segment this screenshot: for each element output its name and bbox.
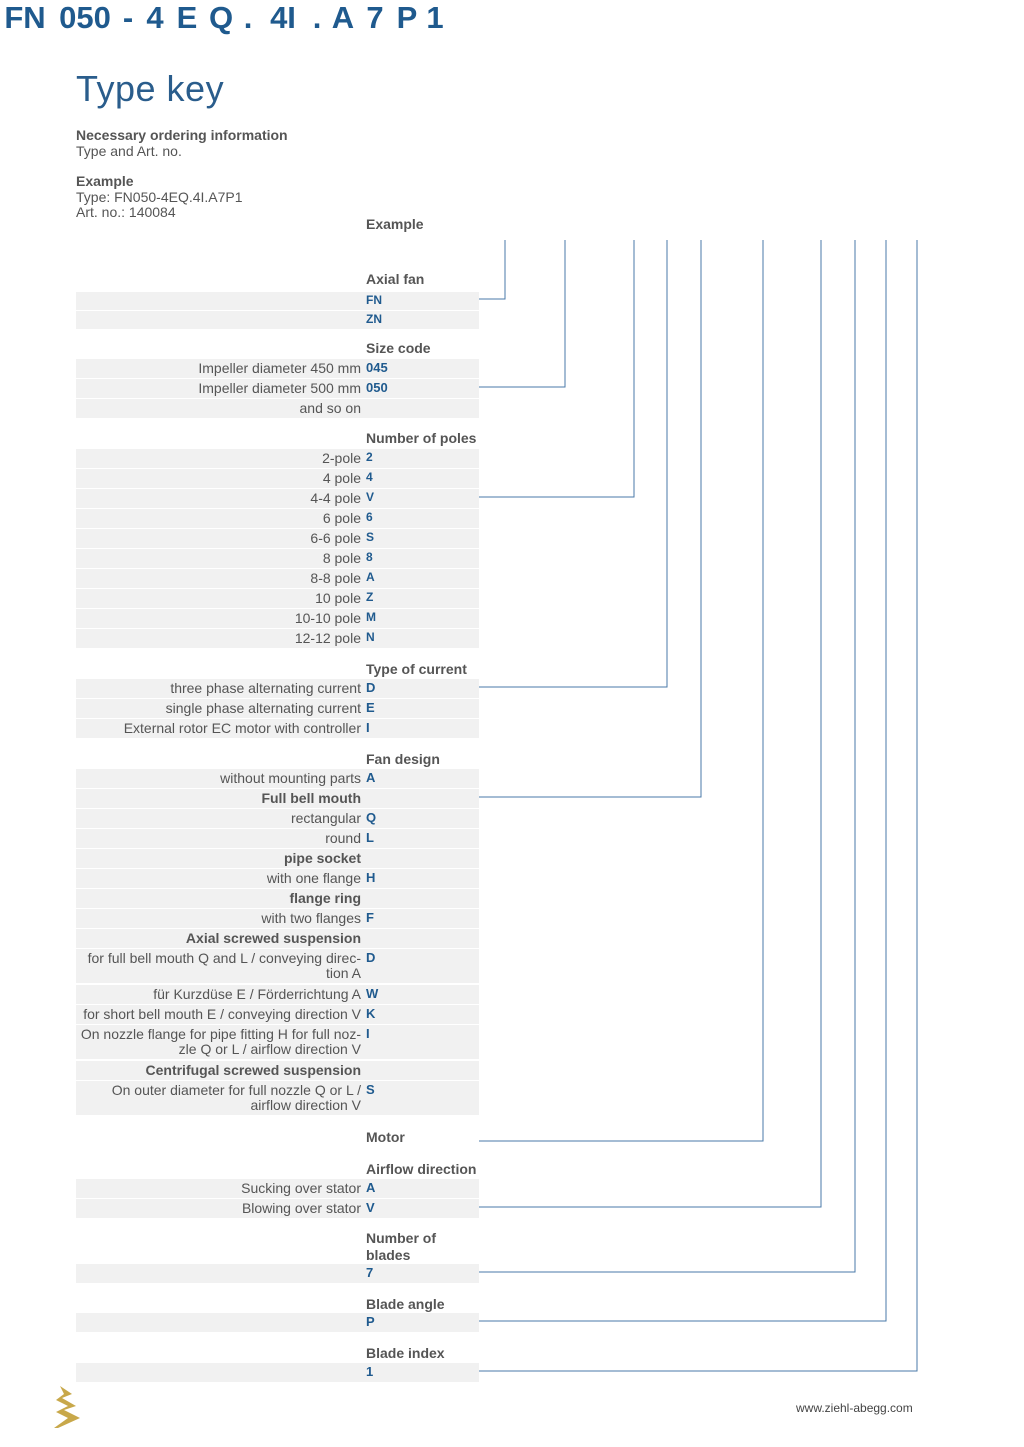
row-label: Centrifugal screwed suspension [145,1062,361,1078]
row-code: K [366,1006,376,1021]
code-part-current: E [176,0,198,35]
row-code: S [366,1082,375,1097]
row-label: Full bell mouth [261,790,361,806]
row-label: for short bell mouth E / conveying direction V [83,1006,361,1022]
row-label: Blowing over stator [241,1200,361,1216]
row-label: 8-8 pole [310,570,361,586]
row-code: 1 [366,1364,374,1379]
code-part-motor: 4I [270,0,296,35]
row-code: A [366,770,376,785]
row-label: 10 pole [315,590,361,606]
row-code: I [366,720,370,735]
connector-index [479,240,917,1371]
row-code: 050 [366,380,388,395]
section-title-type-of-current: Type of current [366,661,467,677]
connector-motor [479,240,763,1141]
row-label: 10-10 pole [294,610,361,626]
code-dot: . [312,0,322,35]
row-code: 4 [366,470,373,484]
example-label: Example [366,216,424,232]
code-part-index: 1 [426,0,444,35]
row-label: 4 pole [322,470,361,486]
row-label: with one flange [266,870,361,886]
page-title: Type key [76,68,225,109]
section-title-blade-index: Blade index [366,1345,445,1361]
section-title-number-of-blades: Number of blades [366,1230,436,1263]
connector-poles [479,240,634,497]
row-label: 6 pole [322,510,361,526]
code-sep: - [122,0,134,35]
row-label: without mounting parts [220,770,361,786]
code-part-poles: 4 [146,0,164,35]
row-code: ZN [366,312,382,326]
example-type: Type: FN050-4EQ.4I.A7P1 [76,189,243,205]
row-label: Axial screwed suspension [185,930,361,946]
section-title-fan-design: Fan design [366,751,440,767]
row-code: H [366,870,376,885]
row-code: A [366,1180,376,1195]
section-title-motor: Motor [366,1129,405,1145]
row-code: N [366,630,375,644]
row-label: and so on [299,400,361,416]
row-label: Impeller diameter 450 mm [198,360,361,376]
row-code: 6 [366,510,373,524]
row-code: D [366,680,376,695]
row-label: rectangular [290,810,361,826]
ziehl-abegg-logo-icon [50,1384,90,1430]
website-url: www.ziehl-abegg.com [796,1401,913,1415]
row-label: 4-4 pole [310,490,361,506]
row-label: pipe socket [283,850,361,866]
section-title-axial-fan: Axial fan [366,271,425,287]
connector-design [479,240,701,797]
ordering-heading: Necessary ordering information [76,127,288,143]
row-label: single phase alternating current [165,700,361,716]
row-label: round [325,830,361,846]
row-code: P [366,1314,375,1329]
row-label: für Kurzdüse E / Förderrichtung A [153,986,361,1002]
section-title-blade-angle: Blade angle [366,1296,445,1312]
row-label: three phase alternating current [170,680,361,696]
row-label: On outer diameter for full nozzle Q or L / airflow direction V [111,1082,361,1113]
row-code: 8 [366,550,373,564]
connector-angle [479,240,886,1321]
row-code: E [366,700,375,715]
connector-airflow [479,240,821,1207]
row-code: 7 [366,1265,374,1280]
row-code: Z [366,590,374,604]
row-label: for full bell mouth Q and L / conveying direc- tion A [87,950,361,981]
section-title-size-code: Size code [366,340,431,356]
code-part-airflow: A [331,0,355,35]
row-code: A [366,570,375,584]
row-label: On nozzle flange for pipe fitting H for full noz- zle Q or L / airflow direction V [80,1026,361,1057]
ordering-text: Type and Art. no. [76,143,182,159]
code-part-size: 050 [59,0,111,35]
row-code: D [366,950,376,965]
section-title-number-of-poles: Number of poles [366,430,477,446]
row-label: with two flanges [261,910,361,926]
row-label: 12-12 pole [294,630,361,646]
row-code: 045 [366,360,388,375]
code-part-fn: FN [4,0,46,35]
row-code: L [366,830,374,845]
row-code: Q [366,810,377,825]
row-label: Impeller diameter 500 mm [198,380,361,396]
row-code: I [366,1026,370,1041]
row-code: V [366,490,375,504]
code-part-angle: P [396,0,418,35]
row-label: External rotor EC motor with controller [123,720,361,736]
code-dot: . [243,0,253,35]
row-code: FN [366,293,382,307]
section-title-airflow-direction: Airflow direction [366,1161,477,1177]
row-code: 2 [366,450,373,464]
row-label: 8 pole [322,550,361,566]
row-code: F [366,910,374,925]
row-code: M [366,610,376,624]
row-label: Sucking over stator [241,1180,361,1196]
row-code: S [366,530,375,544]
example-heading: Example [76,173,134,189]
row-label: flange ring [289,890,361,906]
code-part-design: Q [208,0,234,35]
example-art-no: Art. no.: 140084 [76,204,176,220]
row-label: 2-pole [322,450,361,466]
row-code: W [366,986,379,1001]
connector-size [479,240,565,387]
connector-current [479,240,667,687]
code-part-blades: 7 [366,0,384,35]
connector-fn [479,240,505,299]
row-label: 6-6 pole [310,530,361,546]
row-code: V [366,1200,375,1215]
